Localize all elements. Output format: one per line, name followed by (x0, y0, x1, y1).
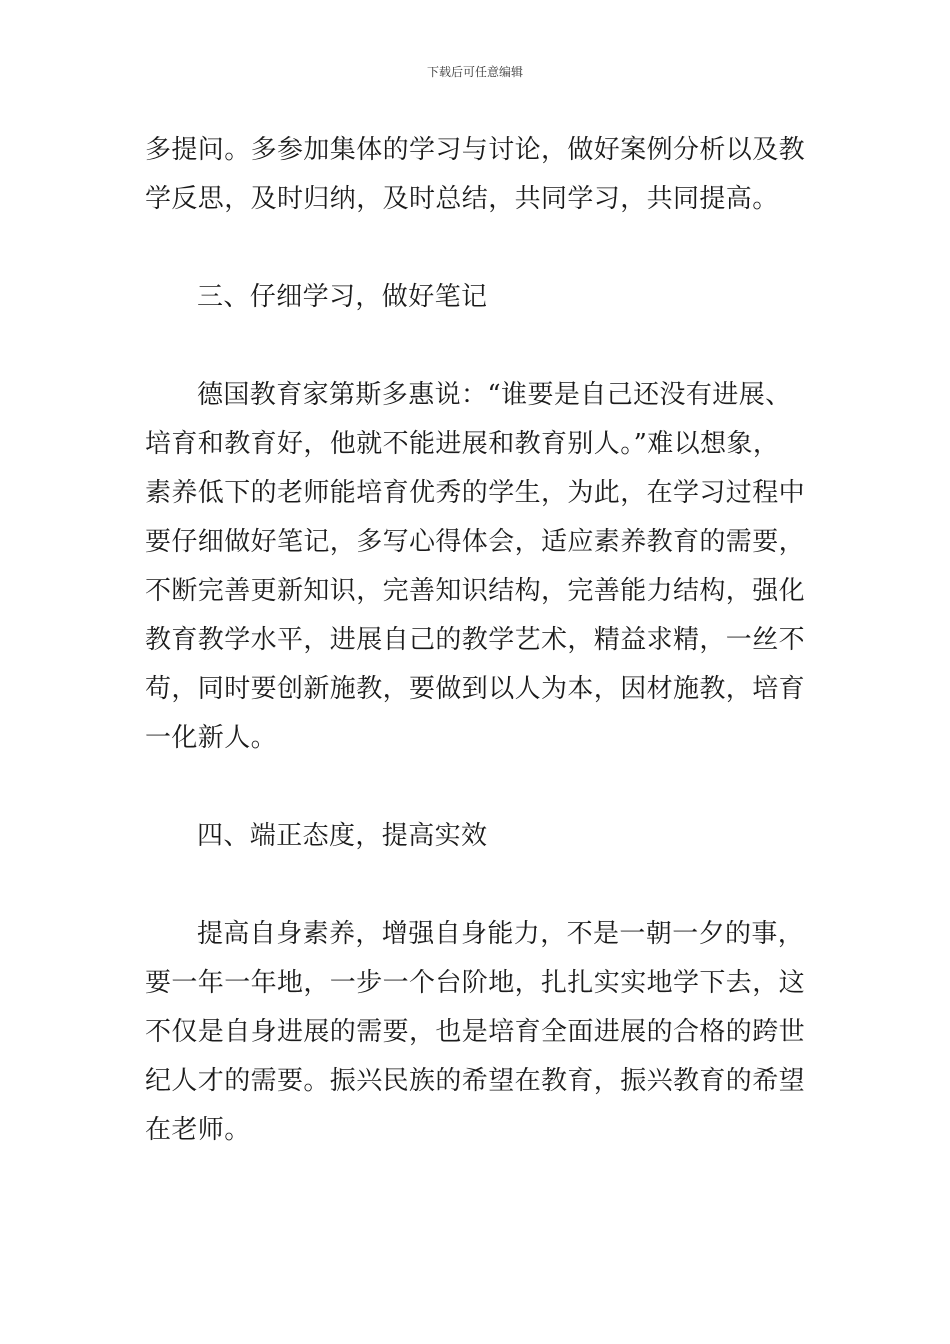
text-line: 苟，同时要创新施教，要做到以人为本，因材施教，培育 (145, 674, 806, 704)
text-line: 纪人才的需要。振兴民族的希望在教育，振兴教育的希望 (145, 1066, 806, 1096)
text-line: 提高自身素养，增强自身能力，不是一朝一夕的事， (197, 919, 805, 949)
text-line: 素养低下的老师能培育优秀的学生，为此，在学习过程中 (145, 478, 806, 508)
text-line: 在老师。 (145, 1115, 251, 1145)
text-line: 不断完善更新知识，完善知识结构，完善能力结构，强化 (145, 576, 806, 606)
text-line: 不仅是自身进展的需要，也是培育全面进展的合格的跨世 (145, 1017, 806, 1047)
paragraph-continuation (145, 126, 807, 224)
text-line: 教育教学水平，进展自己的教学艺术，精益求精，一丝不 (145, 625, 806, 655)
heading-text: 四、端正态度，提高实效 (197, 821, 488, 851)
text-line: 培育和教育好，他就不能进展和教育别人。”难以想象， (145, 429, 780, 459)
section-heading-3 (145, 273, 807, 322)
paragraph-attitude (145, 910, 807, 1155)
section-heading-4 (145, 812, 807, 861)
text-line: 德国教育家第斯多惠说：“谁要是自己还没有进展、 (197, 380, 792, 410)
text-line: 多提问。多参加集体的学习与讨论，做好案例分析以及教 (145, 135, 806, 165)
document-body (145, 126, 807, 1155)
heading-text: 三、仔细学习，做好笔记 (197, 282, 488, 312)
text-line: 要一年一年地，一步一个台阶地，扎扎实实地学下去，这 (145, 968, 806, 998)
text-line: 要仔细做好笔记，多写心得体会，适应素养教育的需要， (145, 527, 806, 557)
header-note: 下载后可任意编辑 (426, 65, 523, 79)
text-line: 一化新人。 (145, 723, 278, 753)
text-line: 学反思，及时归纳，及时总结，共同学习，共同提高。 (145, 184, 779, 214)
paragraph-notes (145, 371, 807, 763)
